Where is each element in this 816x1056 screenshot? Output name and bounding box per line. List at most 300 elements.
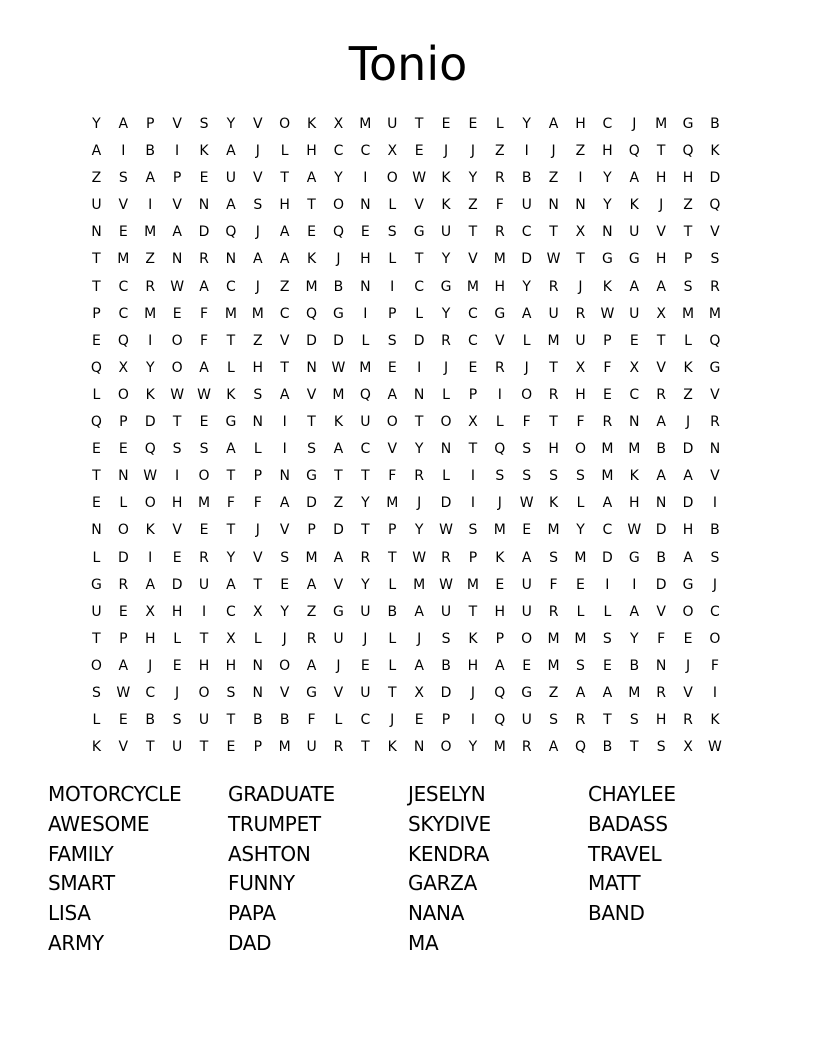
word-list-item: JESELYN — [408, 782, 486, 806]
grid-letter: Z — [548, 170, 559, 187]
grid-letter: N — [629, 414, 640, 431]
grid-letter: D — [306, 495, 317, 512]
grid-letter: L — [442, 468, 450, 485]
grid-letter: A — [548, 116, 559, 132]
grid-letter: W — [170, 386, 185, 403]
grid-letter: I — [390, 278, 395, 295]
grid-letter: W — [170, 278, 185, 295]
grid-letter: F — [657, 630, 666, 647]
grid-letter: N — [91, 224, 102, 241]
grid-letter: B — [521, 170, 532, 187]
grid-letter: F — [603, 359, 612, 376]
grid-letter: M — [251, 305, 264, 322]
word-list-item: MA — [408, 930, 439, 955]
grid-letter: C — [521, 224, 532, 241]
grid-letter: H — [494, 603, 506, 620]
grid-letter: K — [145, 386, 155, 403]
word-list-item: KENDRA — [408, 841, 490, 866]
grid-letter: K — [710, 143, 720, 160]
grid-letter: D — [171, 576, 183, 593]
grid-letter: E — [602, 657, 612, 674]
grid-letter: M — [681, 305, 695, 322]
grid-letter: N — [279, 468, 290, 485]
grid-letter: X — [387, 143, 398, 160]
grid-letter: A — [683, 549, 693, 566]
grid-letter: W — [412, 549, 427, 566]
grid-letter: A — [226, 197, 236, 214]
grid-letter: T — [361, 522, 370, 539]
grid-letter: U — [360, 603, 371, 620]
grid-letter: Z — [145, 251, 156, 268]
grid-letter: S — [253, 197, 263, 214]
grid-letter: S — [172, 712, 182, 729]
grid-letter: N — [306, 359, 317, 376]
grid-letter: R — [656, 386, 667, 403]
grid-letter: S — [710, 251, 720, 268]
grid-letter: L — [92, 549, 101, 566]
grid-letter: J — [255, 224, 260, 241]
grid-letter: G — [306, 684, 317, 701]
grid-letter: E — [441, 116, 451, 132]
grid-letter: J — [443, 143, 449, 160]
grid-letter: I — [497, 386, 502, 403]
grid-letter: Q — [90, 414, 102, 431]
grid-letter: P — [468, 549, 478, 566]
grid-letter: R — [548, 278, 559, 295]
grid-letter: X — [629, 359, 640, 376]
word-search-grid — [83, 112, 728, 762]
grid-letter: R — [548, 386, 559, 403]
grid-letter: M — [708, 305, 721, 322]
grid-letter: E — [172, 305, 182, 322]
grid-letter: G — [521, 684, 533, 701]
grid-letter: S — [656, 739, 666, 756]
grid-letter: L — [361, 332, 370, 349]
grid-letter: U — [387, 116, 398, 132]
grid-letter: X — [656, 305, 666, 322]
grid-letter: M — [601, 441, 614, 458]
grid-letter: Y — [629, 630, 639, 647]
grid-letter: T — [361, 739, 370, 756]
word-list-item: TRUMPET — [228, 811, 321, 836]
grid-letter: Q — [359, 386, 371, 403]
grid-letter: F — [307, 712, 316, 729]
grid-letter: A — [414, 603, 424, 620]
grid-letter: P — [495, 630, 505, 647]
grid-letter: V — [172, 522, 182, 539]
grid-letter: P — [441, 712, 451, 729]
grid-letter: H — [225, 657, 237, 674]
grid-letter: Q — [628, 143, 640, 160]
grid-letter: I — [578, 170, 583, 187]
grid-letter: A — [602, 684, 613, 701]
grid-letter: F — [226, 495, 235, 512]
grid-letter: Z — [306, 603, 317, 620]
grid-letter: S — [92, 684, 101, 701]
grid-letter: V — [414, 197, 424, 214]
grid-letter: J — [255, 278, 260, 295]
grid-letter: G — [601, 251, 613, 268]
grid-letter: A — [387, 386, 398, 403]
grid-letter: A — [495, 657, 505, 674]
grid-letter: S — [576, 468, 585, 485]
word-list-item: PAPA — [228, 901, 276, 926]
grid-letter: G — [333, 603, 344, 620]
grid-letter: E — [468, 116, 478, 132]
grid-letter: Z — [279, 278, 290, 295]
grid-letter: V — [333, 684, 344, 701]
word-list-item: LISA — [48, 901, 91, 926]
grid-letter: R — [575, 305, 586, 322]
grid-letter: A — [226, 143, 236, 160]
grid-letter: I — [712, 684, 717, 701]
grid-letter: Q — [332, 224, 344, 241]
grid-letter: A — [253, 251, 263, 268]
grid-letter: Y — [145, 359, 155, 376]
grid-letter: U — [629, 305, 640, 322]
word-list-item: BAND — [588, 901, 645, 926]
grid-letter: V — [387, 441, 398, 458]
grid-letter: J — [632, 116, 637, 132]
grid-letter: R — [118, 576, 129, 593]
grid-letter: Y — [226, 116, 236, 132]
grid-letter: Z — [683, 386, 693, 403]
grid-letter: C — [118, 305, 129, 322]
grid-letter: H — [682, 170, 694, 187]
grid-letter: Z — [333, 495, 344, 512]
grid-letter: G — [413, 224, 425, 241]
grid-letter: U — [198, 712, 210, 729]
grid-letter: W — [412, 170, 427, 187]
grid-letter: A — [279, 224, 290, 241]
grid-letter: L — [522, 332, 531, 349]
grid-letter: Y — [92, 116, 101, 132]
grid-letter: R — [333, 739, 344, 756]
grid-letter: J — [255, 143, 260, 160]
grid-letter: M — [359, 359, 372, 376]
grid-letter: M — [144, 224, 157, 241]
grid-letter: T — [307, 197, 316, 214]
grid-letter: T — [199, 739, 209, 756]
grid-letter: S — [549, 712, 559, 729]
grid-letter: E — [92, 441, 101, 458]
grid-letter: J — [175, 684, 180, 701]
grid-letter: B — [145, 712, 156, 729]
grid-letter: F — [522, 414, 531, 431]
grid-letter: Y — [414, 522, 424, 539]
grid-letter: T — [226, 712, 236, 729]
grid-letter: M — [466, 576, 479, 593]
grid-letter: Y — [441, 305, 451, 322]
grid-letter: R — [494, 170, 505, 187]
grid-letter: K — [306, 116, 317, 132]
grid-letter: Q — [574, 739, 586, 756]
grid-letter: J — [417, 495, 422, 512]
grid-letter: D — [117, 549, 129, 566]
grid-letter: L — [280, 143, 289, 160]
grid-letter: L — [253, 441, 262, 458]
grid-letter: L — [226, 359, 235, 376]
grid-letter: O — [682, 603, 694, 620]
grid-letter: H — [575, 386, 586, 403]
grid-letter: Q — [225, 224, 237, 241]
grid-letter: M — [547, 332, 560, 349]
grid-letter: T — [280, 359, 289, 376]
grid-letter: Y — [468, 170, 478, 187]
grid-letter: Z — [575, 143, 586, 160]
grid-letter: C — [414, 278, 425, 295]
grid-letter: R — [494, 359, 505, 376]
grid-letter: Y — [414, 441, 424, 458]
grid-letter: O — [171, 332, 183, 349]
word-list-item: GRADUATE — [228, 782, 335, 806]
grid-letter: G — [494, 305, 506, 322]
grid-letter: Q — [90, 359, 102, 376]
grid-letter: O — [386, 414, 398, 431]
grid-letter: N — [171, 251, 183, 268]
grid-letter: D — [198, 224, 210, 241]
grid-letter: O — [117, 522, 129, 539]
grid-letter: W — [627, 522, 642, 539]
grid-letter: H — [171, 495, 183, 512]
grid-letter: O — [144, 495, 156, 512]
grid-letter: A — [575, 684, 586, 701]
grid-letter: T — [656, 143, 666, 160]
grid-letter: S — [441, 630, 451, 647]
grid-letter: E — [360, 657, 370, 674]
grid-letter: C — [226, 278, 236, 295]
grid-letter: J — [524, 359, 529, 376]
word-list-item: CHAYLEE — [588, 782, 676, 806]
grid-letter: H — [602, 143, 613, 160]
grid-letter: S — [602, 630, 612, 647]
grid-letter: E — [414, 143, 424, 160]
grid-letter: S — [522, 441, 532, 458]
grid-letter: S — [226, 684, 236, 701]
grid-letter: H — [575, 116, 586, 132]
grid-letter: N — [413, 739, 425, 756]
grid-letter: T — [576, 251, 585, 268]
grid-letter: L — [388, 657, 397, 674]
grid-letter: M — [144, 305, 157, 322]
grid-letter: R — [575, 712, 586, 729]
grid-letter: Y — [334, 170, 343, 187]
grid-letter: R — [414, 468, 424, 485]
grid-letter: U — [198, 576, 210, 593]
grid-letter: J — [685, 657, 691, 674]
grid-letter: T — [307, 414, 316, 431]
grid-letter: P — [119, 630, 128, 647]
grid-letter: L — [388, 251, 397, 268]
grid-letter: C — [118, 278, 129, 295]
grid-letter: M — [224, 305, 237, 322]
grid-letter: E — [387, 359, 397, 376]
grid-letter: O — [440, 414, 452, 431]
grid-letter: D — [682, 441, 694, 458]
grid-letter: F — [576, 414, 585, 431]
grid-letter: D — [440, 684, 452, 701]
grid-letter: L — [495, 414, 504, 431]
grid-letter: N — [709, 441, 721, 458]
grid-letter: S — [495, 468, 505, 485]
grid-letter: U — [575, 332, 586, 349]
grid-letter: M — [493, 739, 506, 756]
grid-letter: H — [198, 657, 210, 674]
grid-letter: M — [547, 630, 560, 647]
grid-letter: U — [91, 197, 102, 214]
grid-letter: M — [466, 278, 479, 295]
grid-letter: H — [171, 603, 183, 620]
grid-letter: V — [253, 549, 263, 566]
word-list-column — [48, 780, 228, 959]
grid-letter: M — [305, 549, 318, 566]
grid-letter: T — [387, 549, 397, 566]
grid-letter: C — [360, 712, 371, 729]
grid-letter: V — [710, 224, 720, 241]
grid-letter: E — [360, 224, 370, 241]
grid-letter: N — [440, 441, 452, 458]
grid-letter: T — [549, 414, 558, 431]
grid-letter: A — [548, 739, 559, 756]
grid-letter: A — [683, 468, 693, 485]
grid-letter: F — [199, 305, 209, 322]
grid-letter: K — [441, 197, 451, 214]
grid-letter: P — [603, 332, 612, 349]
grid-letter: M — [574, 549, 587, 566]
grid-letter: I — [470, 468, 475, 485]
grid-letter: D — [709, 170, 721, 187]
grid-letter: E — [307, 224, 316, 241]
grid-letter: A — [656, 414, 666, 431]
grid-letter: A — [91, 143, 102, 160]
grid-letter: I — [121, 143, 126, 160]
grid-letter: T — [683, 224, 693, 241]
grid-letter: B — [602, 739, 613, 756]
grid-letter: Y — [361, 576, 370, 593]
grid-letter: N — [225, 251, 237, 268]
grid-letter: E — [683, 630, 693, 647]
grid-letter: X — [683, 739, 693, 756]
grid-letter: C — [279, 305, 290, 322]
grid-letter: T — [92, 278, 101, 295]
grid-letter: T — [92, 630, 101, 647]
grid-letter: Q — [117, 332, 129, 349]
grid-letter: K — [441, 170, 451, 187]
grid-letter: T — [226, 522, 236, 539]
grid-letter: V — [656, 359, 666, 376]
grid-letter: E — [226, 739, 236, 756]
grid-letter: J — [363, 630, 368, 647]
grid-letter: L — [334, 712, 343, 729]
grid-letter: T — [92, 251, 101, 268]
grid-letter: M — [493, 251, 506, 268]
grid-letter: S — [387, 224, 397, 241]
grid-letter: M — [413, 576, 426, 593]
grid-letter: K — [226, 386, 236, 403]
grid-letter: L — [119, 495, 128, 512]
grid-letter: L — [388, 576, 397, 593]
grid-letter: D — [655, 522, 667, 539]
grid-letter: H — [655, 712, 667, 729]
grid-letter: E — [92, 332, 101, 349]
word-list-column — [228, 780, 408, 959]
grid-letter: Q — [709, 332, 721, 349]
grid-letter: J — [255, 522, 260, 539]
grid-letter: A — [226, 576, 236, 593]
grid-letter: S — [683, 278, 693, 295]
grid-letter: H — [628, 495, 640, 512]
grid-letter: W — [331, 359, 346, 376]
grid-letter: R — [306, 630, 317, 647]
grid-letter: I — [470, 495, 475, 512]
grid-letter: T — [172, 414, 182, 431]
grid-letter: U — [521, 712, 532, 729]
grid-letter: N — [413, 386, 425, 403]
grid-letter: C — [333, 143, 344, 160]
grid-letter: J — [336, 657, 341, 674]
grid-letter: W — [116, 684, 131, 701]
grid-letter: U — [521, 576, 532, 593]
grid-letter: D — [682, 495, 694, 512]
grid-letter: V — [468, 251, 478, 268]
grid-letter: E — [118, 441, 128, 458]
grid-letter: Y — [361, 495, 370, 512]
grid-letter: E — [199, 170, 209, 187]
grid-letter: V — [172, 197, 182, 214]
grid-letter: E — [199, 522, 209, 539]
grid-letter: X — [414, 684, 424, 701]
grid-letter: G — [91, 576, 102, 593]
grid-letter: R — [145, 278, 156, 295]
grid-letter: V — [710, 468, 720, 485]
grid-letter: S — [549, 468, 559, 485]
grid-letter: L — [415, 305, 424, 322]
grid-letter: S — [307, 441, 317, 458]
word-list-item: AWESOME — [48, 811, 150, 836]
grid-letter: R — [199, 251, 209, 268]
grid-letter: V — [495, 332, 505, 349]
grid-letter: T — [549, 224, 558, 241]
grid-letter: D — [521, 251, 533, 268]
grid-letter: I — [605, 576, 610, 593]
grid-letter: L — [603, 603, 612, 620]
grid-letter: R — [521, 739, 532, 756]
grid-letter: T — [468, 441, 478, 458]
grid-letter: A — [199, 278, 209, 295]
word-list-item: SMART — [48, 871, 115, 896]
grid-letter: E — [92, 495, 101, 512]
grid-letter: U — [171, 739, 183, 756]
grid-letter: U — [440, 224, 452, 241]
grid-letter: V — [279, 522, 290, 539]
grid-letter: R — [602, 414, 613, 431]
grid-letter: D — [601, 549, 613, 566]
grid-letter: K — [199, 143, 209, 160]
grid-letter: O — [521, 630, 533, 647]
grid-letter: W — [197, 386, 211, 403]
grid-letter: J — [578, 278, 583, 295]
grid-letter: M — [628, 441, 641, 458]
grid-letter: B — [145, 143, 156, 160]
grid-letter: M — [117, 251, 130, 268]
grid-letter: R — [548, 603, 559, 620]
grid-letter: F — [495, 197, 504, 214]
grid-letter: P — [253, 739, 263, 756]
grid-letter: H — [144, 630, 156, 647]
grid-letter: I — [470, 712, 475, 729]
grid-letter: A — [279, 251, 290, 268]
grid-letter: W — [600, 305, 615, 322]
